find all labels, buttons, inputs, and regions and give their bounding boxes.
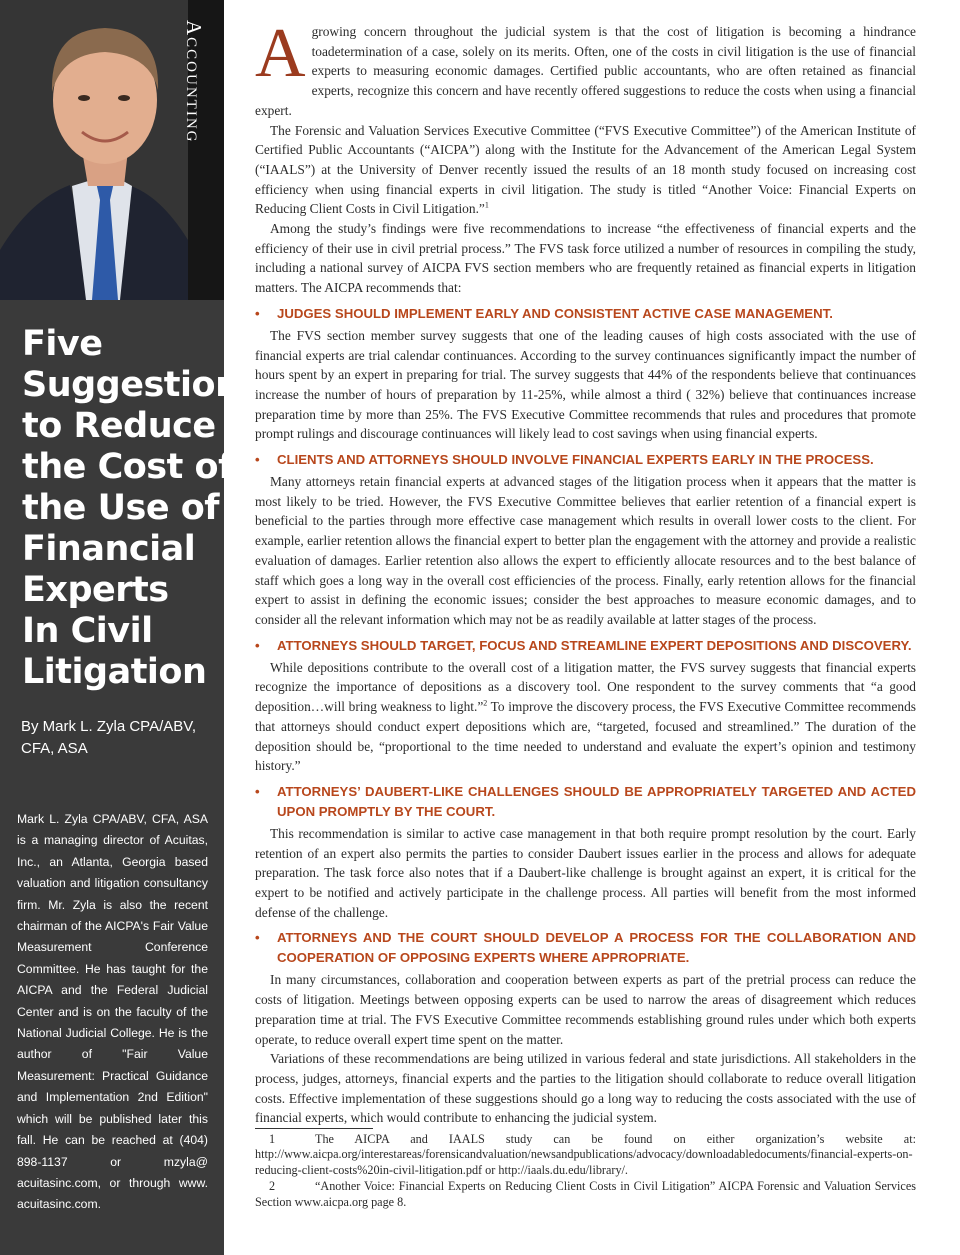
- title-line: Five: [22, 324, 103, 364]
- recommendation-heading: [255, 928, 916, 968]
- recommendation-heading-text: ATTORNEYS AND THE COURT SHOULD DEVELOP A PROCESS FOR THE COLLABORATION AND COOPERATION OF OPPOSING EXPERTS WHERE APPROPRIATE.: [277, 930, 916, 966]
- footnotes: [255, 1132, 916, 1211]
- bullet-icon: •: [255, 783, 260, 799]
- title-line: Experts: [22, 570, 169, 610]
- bullet-icon: •: [255, 930, 260, 946]
- recommendation-body: In many circumstances, collaboration and cooperation between experts as part of the pretrial process can reduce the costs of litigation. Meetings between opposing experts can be used to narrow the areas of disagreement which reduces preparation time at trial. The FVS Executive Committee recommends establishing ground rules under which both experts operate, to reduce overall expert time spent on the matter.: [255, 972, 916, 1047]
- byline-line: By Mark L. Zyla CPA/ABV,: [21, 718, 197, 735]
- conclusion-paragraph: Variations of these recommendations are being utilized in various federal and state jurisdictions. All stakeholders in the process, judges, attorneys, financial experts and the parties to the litigation should collaborate to reduce overall litigation costs. Effective implementation of these suggestions should go a long way to reducing the costs associated with the use of financial experts, which would contribute to enhancing the judicial system.: [255, 1051, 916, 1126]
- recommendation-heading: [255, 782, 916, 822]
- recommendation-body: The FVS section member survey suggests that one of the leading causes of high costs associated with the use of financial experts are trial calendar continuances. According to the survey continuances significantly impact the number of hours spent by an expert in preparing for trial. The survey suggests that 44% of the respondents believe that continuances increase the number of hours of preparation by 11-25%, while almost a third ( 32%) believe that continuances increase preparation time by more than 25%. The FVS Executive Committee recommends that rules and procedures that promote prompt rulings and discourage continuances will likely lead to cost savings when using financial experts.: [255, 327, 916, 442]
- title-line: In Civil: [22, 611, 153, 651]
- title-line: Suggestions: [22, 365, 260, 405]
- recommendation-body: [255, 658, 916, 776]
- footnote: [255, 1179, 916, 1210]
- author-byline: [21, 716, 217, 760]
- paragraph: Among the study’s findings were five recommendations to increase “the effectiveness of financial experts and the efficiency of their use in civil pretrial process.” The FVS task force utilized a number of resources in compiling the study, including a national survey of AICPA FVS section members who are frequently retained as financial experts in litigation matters. The AICPA recommends that:: [255, 221, 916, 296]
- footnote-ref: 1: [484, 200, 489, 210]
- recommendation-heading-text: ATTORNEYS SHOULD TARGET, FOCUS AND STREAMLINE EXPERT DEPOSITIONS AND DISCOVERY.: [277, 637, 912, 653]
- author-sidebar: [0, 0, 260, 1255]
- article-body: [255, 15, 917, 1128]
- bullet-icon: •: [255, 452, 260, 468]
- recommendation-heading-text: CLIENTS AND ATTORNEYS SHOULD INVOLVE FINANCIAL EXPERTS EARLY IN THE PROCESS.: [277, 452, 874, 468]
- footnote-number: 2: [269, 1179, 276, 1194]
- title-line: Litigation: [22, 652, 207, 692]
- paragraph-text: The Forensic and Valuation Services Executive Committee (“FVS Executive Committee”) of the American Institute of Certified Public Accountants (“AICPA”) along with the Institute for the Advancement of the American Legal System (“IAALS”) at the University of Denver recently issued the results of an 18 month study focused on increasing cost efficiency when using financial experts in civil litigation. The study is titled “Another Voice: Financial Experts on Reducing Client Costs in Civil Litigation.”: [255, 122, 916, 217]
- recommendation-heading: [255, 636, 916, 656]
- body-text: While depositions contribute to the overall cost of a litigation matter, the FVS survey suggests that financial experts recognize the importance of depositions as a discovery tool. One respondent to the survey comments that “a good deposition…will bring weakness to light.”: [255, 659, 916, 715]
- recommendation-heading-text: JUDGES SHOULD IMPLEMENT EARLY AND CONSISTENT ACTIVE CASE MANAGEMENT.: [277, 305, 833, 321]
- body-text: To improve the discovery process, the FVS Executive Committee recommends that attorneys should conduct expert depositions which are, “targeted, focused and streamlined.” The duration of the deposition should be, “proportional to the time needed to understand and evaluate the expert’s opinion and testimony history.”: [255, 699, 917, 774]
- footnote-text: The AICPA and IAALS study can be found on either organization’s website at: http://www.aicpa.org/interestareas/forensicandvaluation/newsandpublications/advocacy/downloadabledocuments/financial-experts-on-reducing-client-costs%20in-civil-litigation.pdf or http://iaals.du.edu/library/.: [255, 1132, 916, 1177]
- footnote-text: “Another Voice: Financial Experts on Reducing Client Costs in Civil Litigation” AICPA Forensic and Valuation Services Section www.aicpa.org page 8.: [255, 1179, 916, 1209]
- footnote-divider: [255, 1128, 373, 1129]
- recommendation-heading: [255, 304, 916, 324]
- bullet-icon: •: [255, 305, 260, 321]
- paragraph: [255, 121, 916, 220]
- recommendation-heading: [255, 450, 916, 470]
- section-tab-label: Accounting: [182, 20, 206, 144]
- title-line: the Use of: [22, 488, 220, 528]
- title-line: to Reduce: [22, 406, 216, 446]
- footnote-number: 1: [269, 1132, 276, 1146]
- recommendation-body: This recommendation is similar to active case management in that both require prompt resolution by the court. Early retention of an expert also permits the parties to consider Daubert issues earlier in the process and allows for adequate preparation. The task force also notes that if a Daubert-like challenge is brought against an expert, it is critical for the expert to be notified and actively participate in the challenge process. All parties will benefit from the most informed defense of the challenge.: [255, 825, 916, 920]
- intro-text: growing concern throughout the judicial system is that the cost of litigation is becoming a hindrance toadetermination of a case, solely on its merits. Often, one of the costs in civil litigation is the use of financial experts to measuring economic damages. Certified public accountants, who are often retained as financial experts, recognize this concern and have recently offered suggestions to reduce the costs when using a financial expert.: [255, 24, 916, 118]
- article-title: [22, 324, 260, 693]
- title-line: Financial: [22, 529, 196, 569]
- title-line: the Cost of: [22, 447, 233, 487]
- bullet-icon: •: [255, 637, 260, 653]
- drop-cap: A: [255, 15, 306, 92]
- intro-paragraph: [255, 15, 916, 121]
- recommendation-body: Many attorneys retain financial experts at advanced stages of the litigation process when it appears that the matter is most likely to be tried. However, the FVS Executive Committee believes that earlier retention of a financial expert is beneficial to the parties through more effective case management which results in overall lower costs to the client. For example, earlier retention allows the financial expert to better plan the engagement with the attorney and provide a realistic evaluation of damages. Earlier retention also allows the expert to efficiently allocate resources and to the best balance of staff which goes a long way in the overall cost efficiencies of the process. Finally, early retention allows for the financial expert to assist in defining the economic issues; consider the best approaches to measure economic damages, and to consider all the relevant information which may not be as readily available at latter stages of the process.: [255, 474, 916, 627]
- recommendation-heading-text: ATTORNEYS’ DAUBERT-LIKE CHALLENGES SHOULD BE APPROPRIATELY TARGETED AND ACTED UPON PROMPTLY BY THE COURT.: [277, 783, 916, 819]
- byline-line: CFA, ASA: [21, 740, 88, 757]
- author-bio: Mark L. Zyla CPA/ABV, CFA, ASA is a managing director of Acuitas, Inc., an Atlanta, Georgia based valuation and litigation consultancy firm. Mr. Zyla is also the recent chairman of the AICPA's Fair Value Measurement Conference Committee. He has taught for the AICPA and the Federal Judicial Center and is on the faculty of the National Judicial College. He is the author of "Fair Value Measurement: Practical Guidance and Implementation 2nd Edition" which will be published later this fall. He can be reached at (404) 898-1137 or mzyla@ acuitasinc.com, or through www. acuitasinc.com.: [17, 812, 208, 1212]
- footnote: [255, 1132, 916, 1178]
- footnote-ref: 2: [483, 698, 488, 708]
